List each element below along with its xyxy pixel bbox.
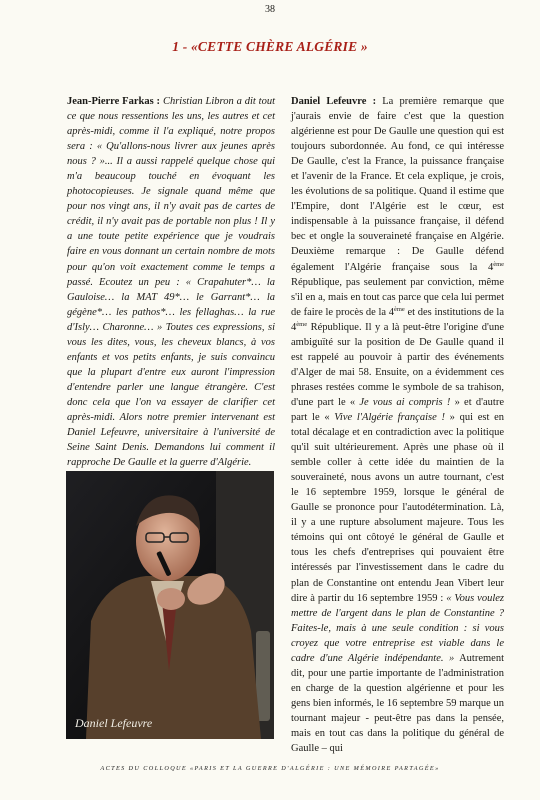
- body-text: République. Il y a là peut-être l'origine d'une ambiguïté sur la position de De Gaulle quand il est rappelé au pouvoir à partir des événements d'Alger de mai 58. Ensuite, on a évidemment ces phrases restées comme le symbole de sa trahison, d'une part le «: [291, 321, 504, 408]
- ordinal-number: 4: [291, 321, 297, 333]
- photo-illustration: [66, 471, 274, 739]
- left-column: [67, 94, 275, 470]
- superscript: ème: [493, 260, 505, 268]
- body-text: et des institutions de la: [407, 306, 504, 318]
- quote: Je vous ai compris !: [359, 396, 451, 408]
- quote: Vive l'Algérie française !: [334, 411, 445, 423]
- ordinal-number: 4: [487, 261, 494, 273]
- superscript: ème: [296, 320, 308, 328]
- body-text: République, pas seulement par conviction, même s'il en a, mais en tout cas parce que cela lui permet de faire le procès de la: [291, 276, 504, 318]
- photo-caption: Daniel Lefeuvre: [75, 716, 153, 730]
- superscript: ème: [393, 305, 405, 313]
- body-text: » et d'autre part le «: [291, 396, 504, 423]
- ordinal-number: 4: [388, 306, 394, 318]
- body-text: Autrement dit, pour une partie importante de l'administration en charge de la question algérienne et pour les gens bien informés, le 16 septembre 59 marque un tournant majeur - peut-être pas dans la pensée, mais en tout cas dans la politique du général de Gaulle – qui: [291, 652, 504, 755]
- body-text: » qui est en total décalage et en contradiction avec la politique qu'il suit ultérieurement. Après une phase où il semble coller à cette idée du maintien de la souveraineté, nous avons un autre tournant, c'est le 16 septembre 1959, lorsque le général de Gaulle se prononce pour l'autodétermination. Là, il y a une rupture absolument majeure. Tous les témoins qui ont côtoyé le général de Gaulle et tous les chefs d'entreprises qui pouvaient être intéressés par l'investissement dans le cadre du plan de Constantine ont entendu Jean Vibert leur dire à partir du 16 septembre 1959 :: [291, 411, 505, 604]
- speaker-name: Daniel Lefeuvre :: [291, 96, 377, 107]
- quote: « Vous voulez mettre de l'argent dans le plan de Constantine ? Faites-le, mais à une seule condition : si vous croyez que votre entreprise est viable dans le cadre d'une Algérie indépendante. »: [291, 592, 505, 664]
- speaker-name: Jean-Pierre Farkas :: [67, 96, 161, 107]
- speaker-text: Christian Libron a dit tout ce que nous ressentions les uns, les autres et cet après-midi, comme il l'a expliqué, notre propos sera : « Qu'allons-nous livrer aux jeunes après nous ? »... Il a aussi rappelé quelque chose qui m'a beaucoup touché en évoquant les photocopieuses. Je signale quand même que pour nos vingt ans, il n'y avait pas de cartes de crédit, il n'y avait pas de portable non plus ! Il y a une toute petite expérience que je voudrais faire en vous donnant un certain nombre de mots pour qu'on voit exactement comme le temps a passé. Ecoutez un peu : « Crapahuter*… la Gauloise… la MAT 49*… le Garrant*… la gégène*… les pathos*… les fellaghas… la rue d'Isly… Charonne… » Toutes ces expressions, si vous les dites, vous, les cheveux blancs, à vos enfants et vos petits enfants, je suis convaincu que la plupart d'entre eux auront l'impression d'entendre parler une langue étrangère. C'est donc cela que l'on va essayer de clarifier cet après-midi. Alors notre premier intervenant est Daniel Lefeuvre, universitaire à l'université de Seine Saint Denis. Demandons lui comment il rapproche De Gaulle et la guerre d'Algérie.: [67, 96, 276, 469]
- speaker-photo: [66, 471, 274, 739]
- section-title: 1 - «CETTE CHÈRE ALGÉRIE »: [172, 39, 368, 54]
- right-column: [291, 94, 504, 756]
- footer: ACTES DU COLLOQUE «PARIS ET LA GUERRE D'ALGÉRIE : UNE MÉMOIRE PARTAGÉE»: [100, 765, 440, 772]
- body-text: La première remarque que j'aurais envie de faire c'est que la question algérienne est pour De Gaulle une question qui est toujours subordonnée. Au fond, ce qui intéresse De Gaulle, c'est la France, la puissance française et l'avenir de la France. Et cela explique, je crois, les évolutions de sa politique. Quand il estime que l'Empire, dont l'Algérie est le cœur, est indispensable à la puissance française, il défend bec et ongle la souveraineté française en Algérie. Deuxième remarque : De Gaulle défend également l'Algérie française sous la: [291, 96, 504, 273]
- page-number: 38: [265, 4, 275, 15]
